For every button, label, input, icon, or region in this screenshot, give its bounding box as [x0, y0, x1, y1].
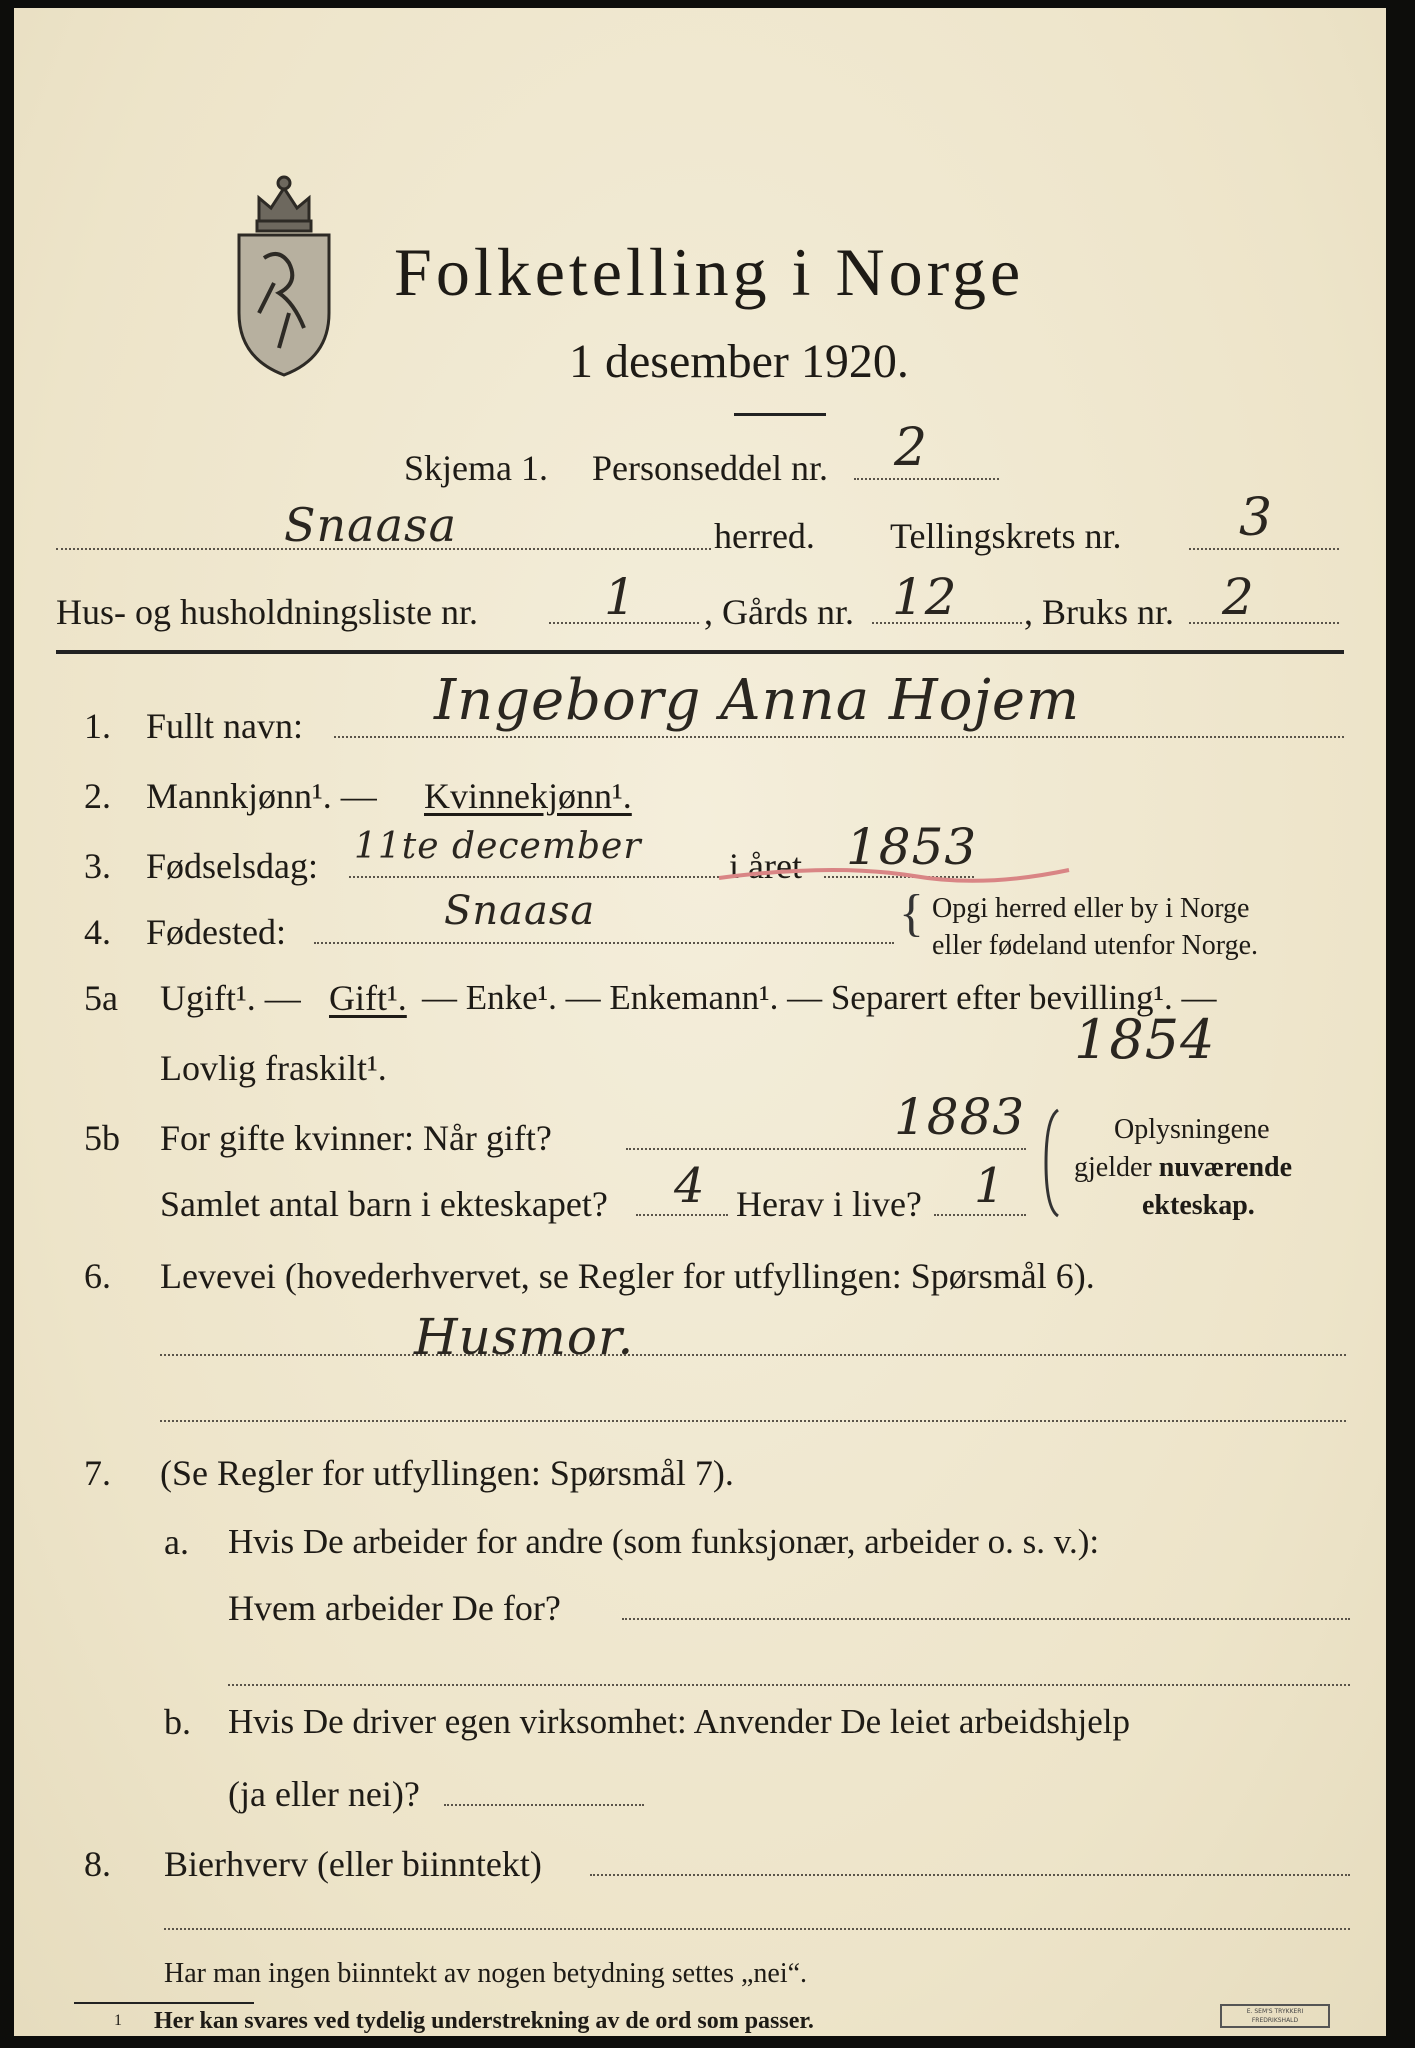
tellingskrets-label: Tellingskrets nr.	[890, 516, 1122, 556]
q5b-number: 5b	[84, 1118, 120, 1158]
birthyear-value[interactable]: 1853	[846, 818, 978, 876]
alive-field-line	[934, 1214, 1026, 1216]
census-date: 1 desember 1920.	[569, 335, 909, 388]
employer-field-line	[622, 1618, 1350, 1620]
norwegian-coat-of-arms-icon	[219, 163, 349, 378]
occupation-field-line-2	[160, 1420, 1346, 1422]
when-married-value[interactable]: 1883	[894, 1088, 1026, 1146]
q7a-letter: a.	[164, 1522, 189, 1562]
bruks-field-line	[1189, 622, 1339, 624]
gards-value[interactable]: 12	[892, 568, 958, 626]
gift-option[interactable]: Gift¹.	[329, 978, 407, 1018]
q7b-letter: b.	[164, 1702, 191, 1742]
fullname-value[interactable]: Ingeborg Anna Hojem	[434, 668, 1081, 733]
census-form-sheet	[14, 8, 1386, 2036]
q7a-line1: Hvis De arbeider for andre (som funksjonær, arbeider o. s. v.):	[228, 1522, 1100, 1561]
employer-field-line-2	[228, 1684, 1350, 1686]
q7-number: 7.	[84, 1453, 111, 1493]
birthplace-field-line	[314, 942, 894, 944]
ugift-option[interactable]: Ugift¹. —	[160, 978, 301, 1018]
footnote-number: 1	[114, 2012, 122, 2029]
title-divider	[734, 413, 826, 416]
q7b-line1: Hvis De driver egen virksomhet: Anvender De leiet arbeidshjelp	[228, 1702, 1130, 1741]
q6-number: 6.	[84, 1256, 111, 1296]
alive-label: Herav i live?	[736, 1184, 922, 1224]
occupation-value[interactable]: Husmor.	[414, 1308, 635, 1366]
birthplace-note-brace: {	[899, 885, 924, 942]
alive-value[interactable]: 1	[974, 1158, 1006, 1214]
q7a-line2: Hvem arbeider De for?	[228, 1588, 561, 1628]
married-note-bracket	[1042, 1108, 1062, 1218]
bruks-label: , Bruks nr.	[1024, 592, 1175, 632]
when-married-label: For gifte kvinner: Når gift?	[160, 1118, 552, 1158]
q8-label: Bierhverv (eller biinntekt)	[164, 1844, 542, 1884]
husliste-value[interactable]: 1	[604, 568, 637, 626]
birthplace-note-line2: eller fødeland utenfor Norge.	[932, 930, 1259, 961]
tellingskrets-value[interactable]: 3	[1239, 488, 1274, 548]
footer-note: Har man ingen biinntekt av nogen betydning settes „nei“.	[164, 1958, 808, 1989]
footnote-text: Her kan svares ved tydelig understrekning av de ord som passer.	[154, 2008, 814, 2034]
bruks-value[interactable]: 2	[1222, 568, 1255, 626]
herred-label: herred.	[714, 516, 815, 556]
q4-number: 4.	[84, 912, 111, 952]
fraskilt-option[interactable]: Lovlig fraskilt¹.	[160, 1048, 387, 1088]
when-married-field-line	[626, 1148, 1026, 1150]
male-option[interactable]: Mannkjønn¹. —	[146, 776, 377, 816]
personseddel-value[interactable]: 2	[894, 418, 929, 478]
q4-label: Fødested:	[146, 912, 286, 952]
children-value[interactable]: 4	[674, 1158, 706, 1214]
side-income-field-line	[590, 1874, 1350, 1876]
printer-stamp-line1: E. SEM'S TRYKKERI	[1246, 2008, 1304, 2015]
schema-label: Skjema 1.	[404, 448, 548, 488]
married-note-line2-b: nuværende	[1158, 1152, 1293, 1183]
q8-number: 8.	[84, 1844, 111, 1884]
form-title: Folketelling i Norge	[394, 234, 1025, 310]
birthday-value[interactable]: 11te december	[354, 826, 642, 867]
printer-stamp	[1220, 2004, 1330, 2028]
female-option[interactable]: Kvinnekjønn¹.	[424, 776, 632, 816]
q5a-number: 5a	[84, 978, 118, 1018]
husliste-label: Hus- og husholdningsliste nr.	[56, 592, 479, 632]
tellingskrets-field-line	[1189, 548, 1339, 550]
children-label: Samlet antal barn i ekteskapet?	[160, 1184, 608, 1224]
hired-help-field-line	[444, 1804, 644, 1806]
q2-number: 2.	[84, 776, 111, 816]
married-note-line1: Oplysningene	[1114, 1114, 1270, 1145]
side-income-field-line-2	[164, 1928, 1350, 1930]
q3-label: Fødselsdag:	[146, 846, 319, 886]
year-label: i året	[729, 846, 802, 886]
married-note-line2-a: gjelder	[1074, 1152, 1152, 1183]
personseddel-label: Personseddel nr.	[592, 448, 828, 488]
q6-label: Levevei (hovederhvervet, se Regler for utfyllingen: Spørsmål 6).	[160, 1256, 1095, 1296]
q7b-line2: (ja eller nei)?	[228, 1774, 420, 1814]
fullname-field-line	[334, 736, 1344, 738]
birthday-field-line	[349, 876, 719, 878]
herred-value[interactable]: Snaasa	[284, 498, 458, 552]
married-note-line2	[1074, 1150, 1292, 1185]
q3-number: 3.	[84, 846, 111, 886]
margin-year-note: 1854	[1074, 1008, 1216, 1071]
married-note-line3: ekteskap.	[1142, 1190, 1255, 1221]
q1-label: Fullt navn:	[146, 706, 304, 746]
other-marital-options[interactable]: — Enke¹. — Enkemann¹. — Separert efter bevilling¹. —	[422, 978, 1217, 1017]
birthplace-value[interactable]: Snaasa	[444, 888, 596, 934]
q1-number: 1.	[84, 706, 111, 746]
printer-stamp-line2: FREDRIKSHALD	[1251, 2017, 1299, 2024]
footnote-divider	[74, 2002, 254, 2004]
occupation-field-line-1	[160, 1354, 1346, 1356]
children-field-line	[636, 1214, 728, 1216]
personseddel-field-line	[854, 478, 999, 480]
gards-label: , Gårds nr.	[704, 592, 854, 632]
birthplace-note-line1: Opgi herred eller by i Norge	[932, 893, 1250, 924]
header-divider	[56, 650, 1344, 654]
q7-label: (Se Regler for utfyllingen: Spørsmål 7).	[160, 1453, 734, 1493]
